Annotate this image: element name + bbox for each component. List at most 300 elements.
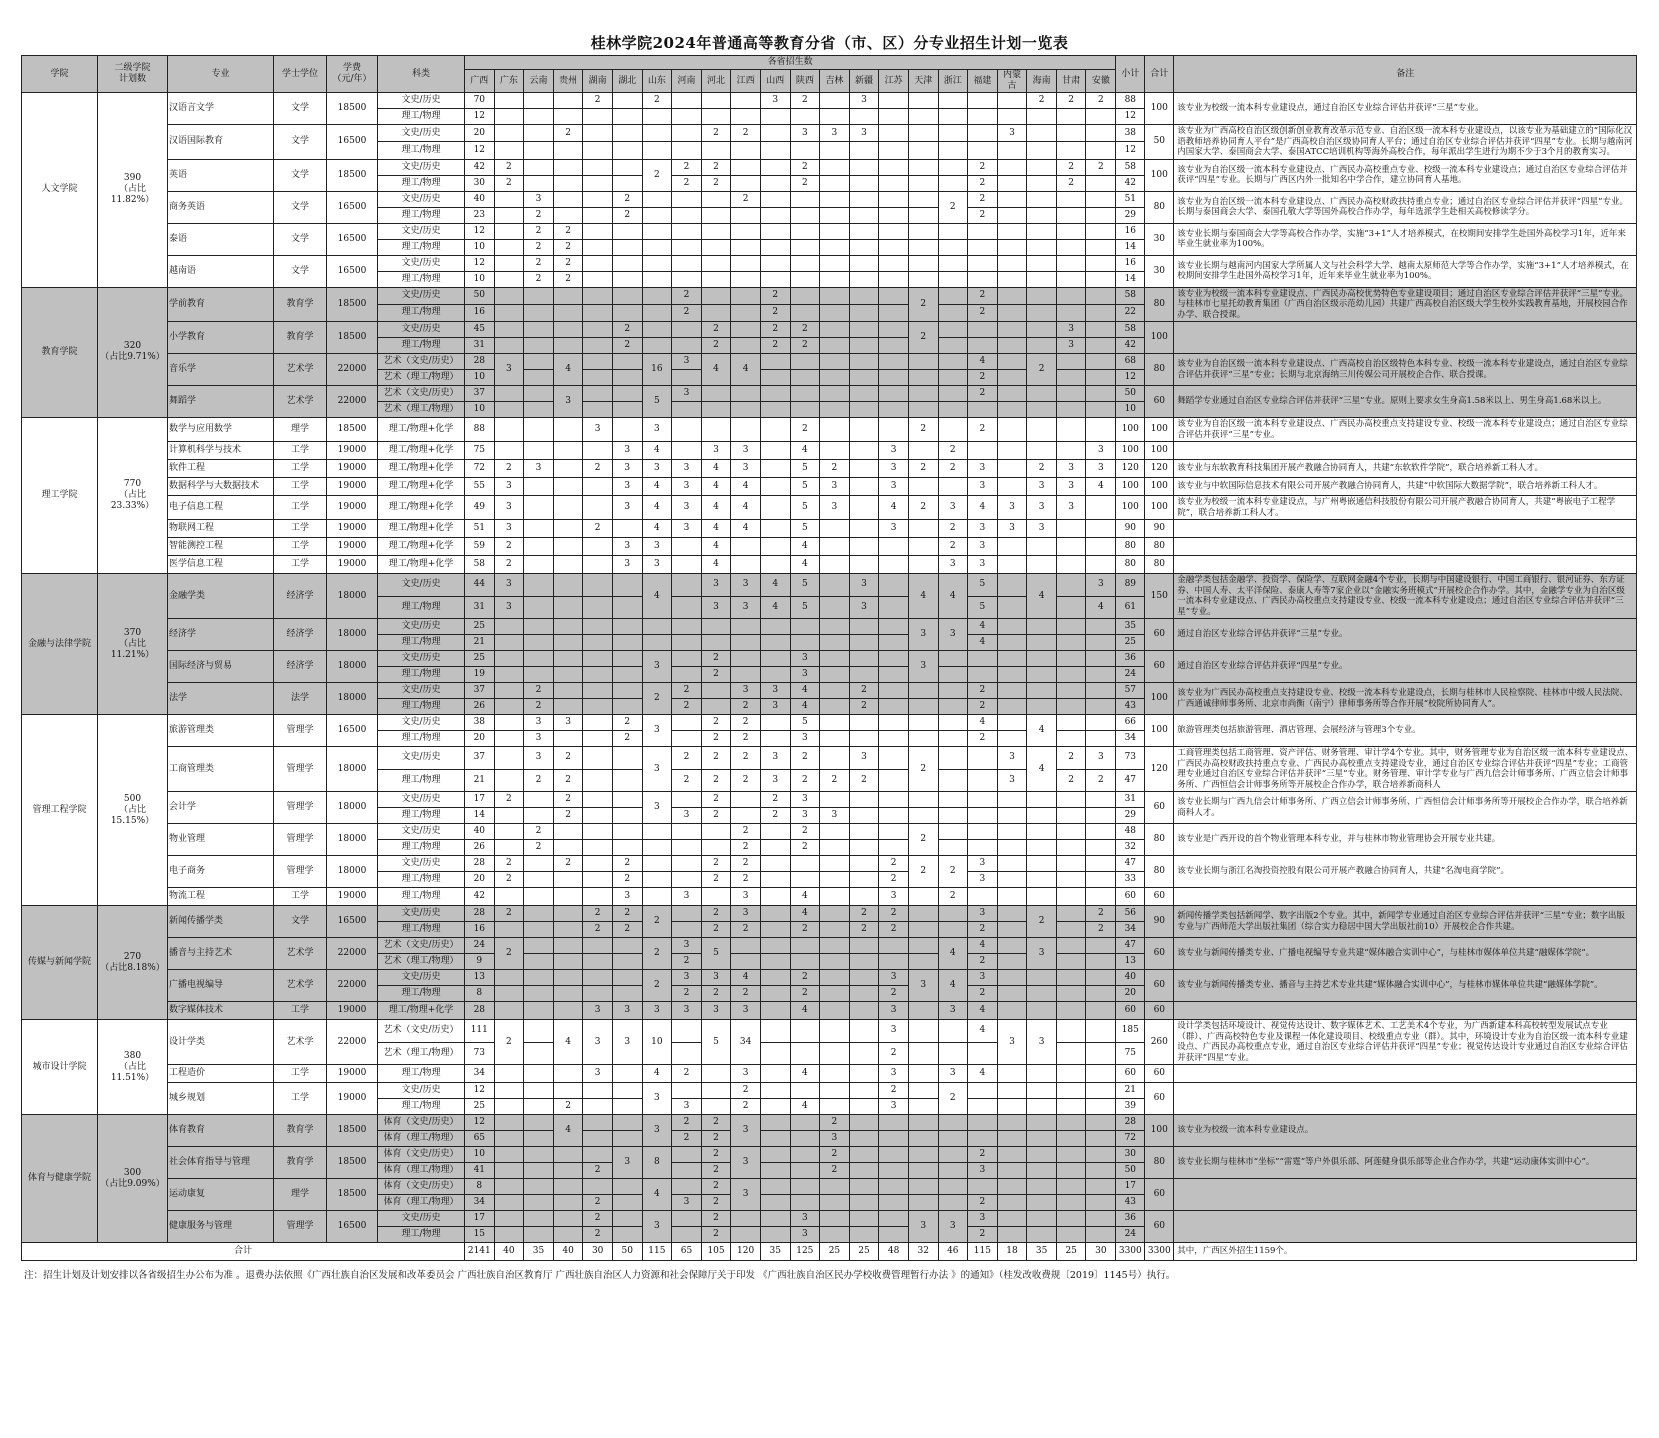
province-count [642, 856, 672, 872]
province-count [849, 460, 879, 478]
province-count: 3 [1056, 478, 1086, 496]
major-total: 50 [1145, 125, 1174, 160]
province-count [672, 402, 702, 418]
subject-category: 理工/物理 [378, 304, 465, 321]
province-count: 3 [612, 496, 642, 520]
province-count [553, 667, 583, 683]
province-count [583, 386, 613, 402]
major-remark: 该专业为校级一流本科专业建设点，与广州粤嵌通信科技股份有限公司开展产教融合协同育人，共建“粤嵌电子工程学院”，联合培养新工科人才。 [1174, 496, 1637, 520]
province-count [672, 840, 702, 856]
province-count [997, 191, 1027, 207]
province-count [908, 1195, 938, 1211]
province-count [879, 747, 909, 770]
province-total: 50 [612, 1243, 642, 1261]
province-count [849, 223, 879, 239]
subject-category: 体育（文史/历史） [378, 1179, 465, 1195]
major-fee: 16500 [327, 223, 378, 255]
province-count [1086, 538, 1116, 556]
subject-category: 文史/历史 [378, 159, 465, 175]
major-remark: 该专业与新闻传播类专业、广播电视编导专业共建“媒体融合实训中心”，与桂林市媒体单位共建“融媒体学院”。 [1174, 938, 1637, 970]
province-count: 2 [701, 747, 731, 770]
province-count [524, 1065, 554, 1083]
province-count [553, 922, 583, 938]
province-count [1027, 442, 1057, 460]
subject-category: 文史/历史 [378, 856, 465, 872]
province-count [731, 1211, 761, 1227]
table-row [22, 538, 1637, 556]
table-row [22, 1179, 1637, 1195]
row-subtotal: 50 [1116, 1163, 1145, 1179]
province-count [790, 1020, 820, 1043]
province-count [997, 418, 1027, 442]
province-count [849, 338, 879, 354]
row-subtotal: 39 [1116, 1099, 1145, 1115]
page-title: 桂林学院2024年普通高等教育分省（市、区）分专业招生计划一览表 [590, 34, 1069, 52]
province-count [849, 159, 879, 175]
province-count [1027, 808, 1057, 824]
header-college: 学院 [22, 56, 98, 93]
row-subtotal: 80 [1116, 556, 1145, 574]
subject-category: 文史/历史 [378, 683, 465, 699]
province-count [642, 142, 672, 159]
province-count [524, 922, 554, 938]
province-count [583, 496, 613, 520]
province-count: 3 [1056, 496, 1086, 520]
province-count [1027, 872, 1057, 888]
province-count [1027, 1179, 1057, 1195]
province-count [612, 574, 642, 597]
subject-category: 体育（文史/历史） [378, 1115, 465, 1131]
province-count [908, 442, 938, 460]
subject-category: 艺术（理工/物理） [378, 370, 465, 386]
province-total: 25 [820, 1243, 850, 1261]
province-count [968, 271, 998, 287]
province-count [849, 239, 879, 255]
province-count [553, 1002, 583, 1020]
province-count [997, 986, 1027, 1002]
province-count: 2 [701, 667, 731, 683]
province-count [849, 715, 879, 731]
province-count: 12 [465, 1083, 495, 1099]
province-count [524, 354, 554, 370]
province-count: 3 [997, 125, 1027, 142]
province-count: 4 [790, 1065, 820, 1083]
province-count [997, 699, 1027, 715]
province-count [938, 304, 968, 321]
province-count [820, 938, 850, 954]
row-subtotal: 58 [1116, 287, 1145, 304]
province-count [553, 683, 583, 699]
major-remark [1174, 1065, 1637, 1083]
province-count [849, 207, 879, 223]
province-count [1056, 109, 1086, 125]
province-count [731, 556, 761, 574]
province-count [938, 386, 968, 402]
province-count [494, 287, 524, 304]
province-count: 2 [731, 922, 761, 938]
province-count [553, 496, 583, 520]
province-count: 2 [583, 906, 613, 922]
province-count [760, 970, 790, 986]
province-count [760, 191, 790, 207]
province-count [849, 651, 879, 667]
province-count [968, 792, 998, 808]
row-subtotal: 30 [1116, 1147, 1145, 1163]
province-count [790, 635, 820, 651]
major-total: 60 [1145, 938, 1174, 970]
province-count [849, 354, 879, 370]
province-count [1086, 191, 1116, 207]
province-count [908, 683, 938, 699]
major-degree: 工学 [274, 496, 327, 520]
province-count [672, 731, 702, 747]
province-count: 31 [465, 338, 495, 354]
province-count: 2 [1027, 93, 1057, 109]
province-count [583, 840, 613, 856]
table-body [22, 93, 1637, 1261]
province-count: 2 [968, 683, 998, 699]
province-count [820, 651, 850, 667]
province-count: 2 [1086, 906, 1116, 922]
province-count [997, 667, 1027, 683]
province-count [583, 1179, 613, 1195]
province-count: 55 [465, 478, 495, 496]
province-count [1086, 619, 1116, 635]
province-count: 2 [612, 872, 642, 888]
table-row [22, 478, 1637, 496]
province-count: 4 [790, 442, 820, 460]
province-count [908, 125, 938, 142]
province-count [494, 1099, 524, 1115]
province-count [1086, 792, 1116, 808]
row-subtotal: 31 [1116, 792, 1145, 808]
province-count [553, 986, 583, 1002]
major-name: 计算机科学与技术 [168, 442, 274, 460]
major-fee: 18000 [327, 824, 378, 856]
province-count [612, 635, 642, 651]
province-count [938, 769, 968, 792]
province-count [820, 1227, 850, 1243]
province-count [790, 938, 820, 954]
province-count [553, 1163, 583, 1179]
province-count [908, 223, 938, 239]
province-count [1086, 667, 1116, 683]
province-count: 2 [731, 747, 761, 770]
table-row [22, 574, 1637, 597]
province-count: 3 [731, 888, 761, 906]
province-count [494, 808, 524, 824]
row-subtotal: 66 [1116, 715, 1145, 731]
major-remark: 新闻传播学类包括新闻学、数字出版2个专业。其中，新闻学专业通过自治区专业综合评估并获评“三星”专业；数字出版专业与广西师范大学出版社集团（综合实力稳居中国大学出版社前10）开展校企合作共建。 [1174, 906, 1637, 938]
province-count: 2 [968, 418, 998, 442]
province-count [1056, 520, 1086, 538]
province-count [938, 715, 968, 731]
row-subtotal: 48 [1116, 824, 1145, 840]
major-fee: 18000 [327, 747, 378, 792]
subject-category: 理工/物理 [378, 872, 465, 888]
province-count: 2 [701, 731, 731, 747]
province-count [1086, 1065, 1116, 1083]
province-count [672, 556, 702, 574]
province-count: 20 [465, 125, 495, 142]
province-count [494, 651, 524, 667]
province-count: 5 [642, 386, 672, 418]
major-degree: 工学 [274, 556, 327, 574]
subject-category: 理工/物理+化学 [378, 538, 465, 556]
province-count [760, 125, 790, 142]
province-count [642, 109, 672, 125]
province-count [553, 338, 583, 354]
province-count: 28 [465, 1002, 495, 1020]
province-count: 2 [731, 872, 761, 888]
major-total: 60 [1145, 970, 1174, 1002]
row-subtotal: 17 [1116, 1179, 1145, 1195]
province-count [908, 520, 938, 538]
province-count [553, 191, 583, 207]
province-count: 2 [820, 460, 850, 478]
province-count [1027, 191, 1057, 207]
province-count [672, 856, 702, 872]
province-count [849, 1065, 879, 1083]
province-count [849, 1042, 879, 1065]
college-plan: 300 （占比9.09%） [98, 1115, 168, 1243]
province-count [553, 322, 583, 338]
province-count: 2 [790, 93, 820, 109]
province-count: 2 [553, 856, 583, 872]
college-plan: 770 （占比 23.33%） [98, 418, 168, 574]
row-subtotal: 43 [1116, 699, 1145, 715]
row-subtotal: 75 [1116, 1042, 1145, 1065]
province-count: 2 [790, 418, 820, 442]
province-count [1056, 1020, 1086, 1043]
province-count: 4 [790, 906, 820, 922]
province-count: 4 [938, 970, 968, 1002]
province-count [820, 619, 850, 635]
province-count: 2 [583, 1163, 613, 1179]
province-count [908, 792, 938, 808]
table-row [22, 460, 1637, 478]
province-count [997, 1147, 1027, 1163]
province-count [494, 840, 524, 856]
province-count [731, 635, 761, 651]
province-count: 2 [642, 683, 672, 715]
province-count: 2 [701, 872, 731, 888]
major-fee: 19000 [327, 1065, 378, 1083]
province-total: 105 [701, 1243, 731, 1261]
province-count [1027, 1131, 1057, 1147]
province-count: 4 [968, 938, 998, 954]
province-count [524, 1083, 554, 1099]
subject-category: 理工/物理 [378, 699, 465, 715]
header-province: 河南 [672, 70, 702, 93]
province-count [879, 1131, 909, 1147]
province-count [1056, 1115, 1086, 1131]
province-count [1056, 683, 1086, 699]
province-count [879, 556, 909, 574]
province-count [494, 271, 524, 287]
province-count [524, 1131, 554, 1147]
province-count: 4 [790, 1002, 820, 1020]
header-province: 江西 [731, 70, 761, 93]
province-count [731, 239, 761, 255]
header-province: 广东 [494, 70, 524, 93]
row-subtotal: 34 [1116, 731, 1145, 747]
province-count [553, 1065, 583, 1083]
province-count: 3 [731, 1147, 761, 1179]
province-count [524, 109, 554, 125]
province-count: 3 [1027, 496, 1057, 520]
province-count: 2 [672, 769, 702, 792]
province-count: 5 [968, 596, 998, 619]
province-count [968, 338, 998, 354]
province-count [1027, 619, 1057, 635]
subject-category: 理工/物理+化学 [378, 556, 465, 574]
major-name: 城乡规划 [168, 1083, 274, 1115]
major-total: 60 [1145, 792, 1174, 824]
province-count [790, 109, 820, 125]
province-count: 2 [672, 747, 702, 770]
province-count [1027, 142, 1057, 159]
subject-category: 理工/物理 [378, 769, 465, 792]
province-count [553, 699, 583, 715]
college-plan: 500 （占比 15.15%） [98, 715, 168, 906]
province-count [1027, 1115, 1057, 1131]
province-count: 3 [849, 596, 879, 619]
province-count: 2 [790, 922, 820, 938]
province-count: 3 [790, 667, 820, 683]
province-count: 2 [672, 304, 702, 321]
province-count [553, 207, 583, 223]
province-count [760, 1227, 790, 1243]
major-degree: 工学 [274, 1083, 327, 1115]
province-count [820, 175, 850, 191]
province-count: 4 [968, 354, 998, 370]
province-count [583, 1147, 613, 1163]
province-count: 3 [701, 596, 731, 619]
province-count [760, 938, 790, 954]
province-count [1056, 207, 1086, 223]
province-count [1027, 322, 1057, 338]
major-total: 90 [1145, 520, 1174, 538]
province-count: 3 [642, 1002, 672, 1020]
province-count [760, 954, 790, 970]
subject-category: 艺术（理工/物理） [378, 402, 465, 418]
province-count [524, 338, 554, 354]
major-name: 金融学类 [168, 574, 274, 619]
province-count: 41 [465, 1163, 495, 1179]
province-count [908, 478, 938, 496]
province-count [1056, 1179, 1086, 1195]
province-count [938, 402, 968, 418]
province-count [642, 191, 672, 207]
province-count [908, 1131, 938, 1147]
province-count [760, 872, 790, 888]
province-count: 2 [701, 125, 731, 142]
province-count [672, 1179, 702, 1195]
province-count [820, 1042, 850, 1065]
major-fee: 16500 [327, 715, 378, 747]
province-count [494, 418, 524, 442]
row-subtotal: 29 [1116, 808, 1145, 824]
province-count: 2 [760, 338, 790, 354]
province-count [879, 402, 909, 418]
major-remark [1174, 1002, 1637, 1020]
province-count [849, 1163, 879, 1179]
province-count [820, 338, 850, 354]
province-count [731, 808, 761, 824]
province-count [583, 338, 613, 354]
province-count: 3 [879, 1065, 909, 1083]
province-count [731, 142, 761, 159]
province-count [1056, 635, 1086, 651]
province-count [760, 520, 790, 538]
province-count [790, 386, 820, 402]
province-count [1086, 1163, 1116, 1179]
header-row [22, 56, 1637, 70]
table-row [22, 386, 1637, 402]
province-count: 3 [612, 442, 642, 460]
province-count [612, 175, 642, 191]
province-count: 2 [790, 824, 820, 840]
province-count: 21 [465, 635, 495, 651]
major-remark: 金融学类包括金融学、投资学、保险学、互联网金融4个专业，长期与中国建设银行、中国工商银行、银河证券、东方证券、中国人寿、太平洋保险、泰康人寿等7家企业以“金融实务班模式”开展校企合作办学。其中，金融学专业为自治区级一流本科专业建设点、广西民办高校重点支持建设专业、校级一流本科专业建设点；通过自治区专业综合评估并获评“三星”专业。 [1174, 574, 1637, 619]
province-count: 4 [731, 496, 761, 520]
province-count [790, 287, 820, 304]
province-count [879, 271, 909, 287]
province-count [968, 322, 998, 338]
province-count [760, 418, 790, 442]
major-remark [1174, 1179, 1637, 1211]
province-count: 2 [908, 418, 938, 442]
province-count [790, 856, 820, 872]
major-degree: 理学 [274, 1179, 327, 1211]
province-count: 2 [908, 322, 938, 354]
major-total: 100 [1145, 442, 1174, 460]
province-count: 3 [790, 731, 820, 747]
province-count: 3 [583, 1065, 613, 1083]
province-count [849, 304, 879, 321]
province-count [494, 191, 524, 207]
grand-total-remark: 其中，广西区外招生1159个。 [1174, 1243, 1637, 1261]
province-count [494, 769, 524, 792]
province-count [1027, 239, 1057, 255]
province-count [760, 402, 790, 418]
province-count [1027, 556, 1057, 574]
province-count [790, 223, 820, 239]
province-count [997, 255, 1027, 271]
province-count: 13 [465, 970, 495, 986]
province-count [1086, 1131, 1116, 1147]
province-count [701, 207, 731, 223]
major-fee: 22000 [327, 938, 378, 970]
province-count [908, 1002, 938, 1020]
province-count [879, 287, 909, 304]
header-subtotal: 小计 [1116, 56, 1145, 93]
province-count [612, 769, 642, 792]
major-name: 智能测控工程 [168, 538, 274, 556]
province-count [672, 338, 702, 354]
province-count: 5 [701, 938, 731, 970]
province-count [997, 304, 1027, 321]
header-province: 湖北 [612, 70, 642, 93]
row-subtotal: 51 [1116, 191, 1145, 207]
province-count [849, 1020, 879, 1043]
province-count [672, 142, 702, 159]
province-count [642, 840, 672, 856]
province-count [938, 651, 968, 667]
province-count: 3 [790, 1227, 820, 1243]
province-count: 42 [465, 159, 495, 175]
